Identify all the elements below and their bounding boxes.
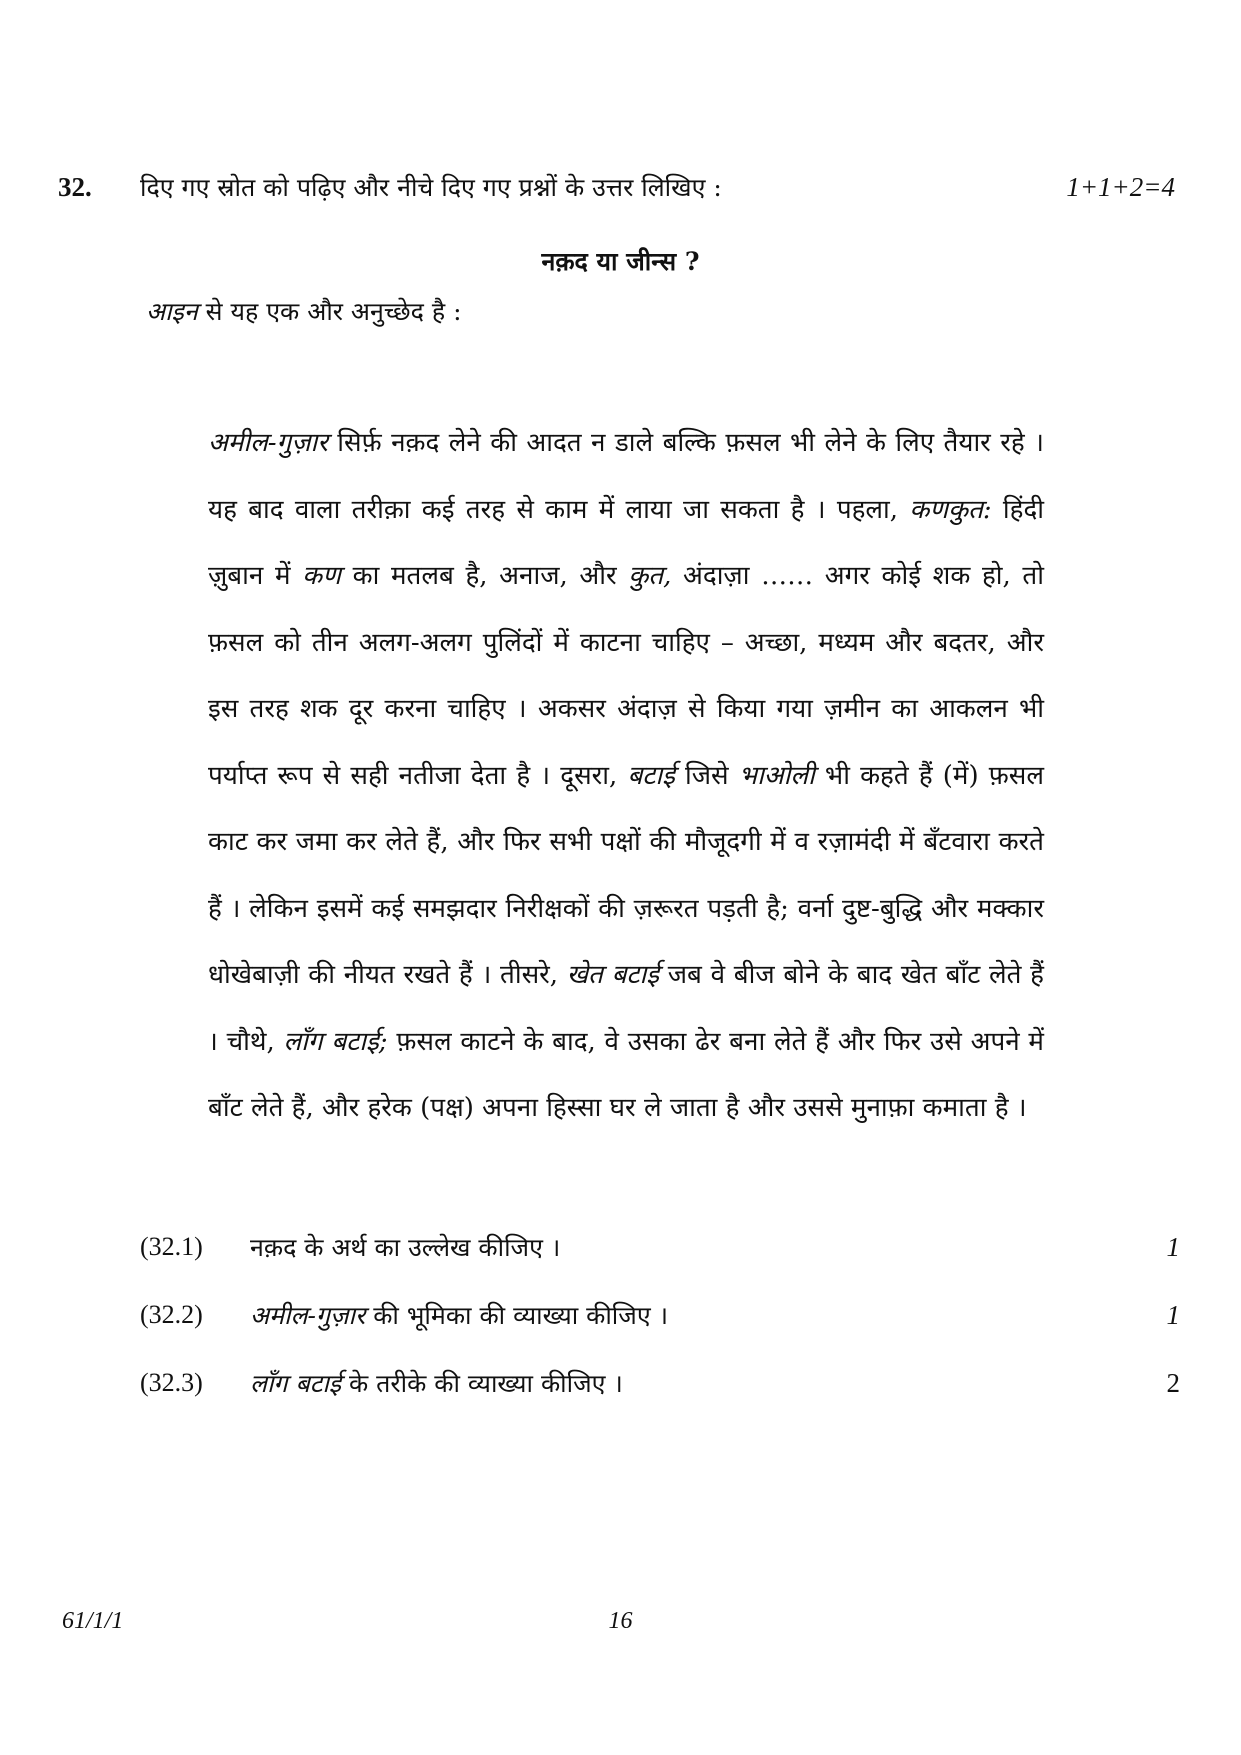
subquestion-marks: 1 [1166,1300,1180,1330]
source-intro-text: से यह एक और अनुच्छेद है : [197,297,462,326]
subquestion-text [250,1230,560,1264]
source-intro [146,294,462,328]
passage-text: का मतलब है, अनाज, और [340,561,629,591]
passage-italic-term: कण [302,561,341,591]
subquestion-number: (32.3) [140,1368,203,1397]
question-instruction: दिए गए स्रोत को पढ़िए और नीचे दिए गए प्रश्नों के उत्तर लिखिए : [140,173,722,202]
subquestion-32-2 [140,1298,1180,1338]
passage-italic-term: बटाई [627,760,675,791]
subquestion-body: के तरीके की व्याख्या कीजिए । [341,1369,623,1398]
subquestion-text [250,1298,668,1332]
passage-italic-term: भाओली [738,760,815,791]
subquestion-italic-term: अमील-गुज़ार [250,1301,366,1330]
source-title: नक़द या जीन्स ? [541,247,700,276]
subquestion-body: नक़द के अर्थ का उल्लेख कीजिए । [250,1233,561,1262]
passage-italic-term: खेत बटाई [566,960,660,990]
subquestion-italic-term: लाँग बटाई [250,1369,342,1398]
subquestion-marks: 1 [1166,1232,1180,1262]
passage-text: जब वे बीज बोने के बाद खेत बाँट लेते हैं । चौथे, [208,960,1044,1057]
source-passage [208,410,1045,1123]
subquestion-32-3 [140,1366,1180,1406]
subquestion-number: (32.1) [140,1232,203,1261]
passage-italic-term: कुत, [628,561,672,591]
page-number: 16 [608,1608,633,1634]
passage-italic-term: कणकुत: [909,494,992,525]
passage-text: भी कहते हैं (में) फ़सल काट कर जमा कर लेते हैं, और फिर सभी पक्षों की मौजूदगी में व रज़ामंदी में बँटवारा करते हैं । लेकिन इसमें कई समझदार निरीक्षकों की ज़रूरत पड़ती है; वर्ना दुष्ट-बुद्धि और मक्कार धोखेबाज़ी की नीयत रखते हैं । तीसरे, [208,760,1045,990]
subquestion-text [250,1366,623,1400]
passage-italic-term: अमील-गुज़ार [208,428,328,458]
paper-code: 61/1/1 [62,1608,124,1634]
passage-text: अंदाज़ा …… अगर कोई शक हो, तो फ़सल को तीन अलग-अलग पुलिंदों में काटना चाहिए – अच्छा, मध्यम और बदतर, और इस तरह शक दूर करना चाहिए । अकसर अंदाज़ से किया गया ज़मीन का आकलन भी पर्याप्त रूप से सही नतीजा देता है । दूसरा, [208,561,1044,791]
subquestion-32-1 [140,1230,1180,1270]
passage-text: सिर्फ़ नक़द लेने की आदत न डाले बल्कि फ़सल भी लेने के लिए तैयार रहे । यह बाद वाला तरीक़ा कई तरह से काम में लाया जा सकता है । पहला, [208,428,1044,525]
passage-text: हिंदी ज़ुबान में [208,494,1044,591]
subquestion-number: (32.2) [140,1300,203,1329]
subquestion-marks: 2 [1166,1368,1180,1398]
question-marks: 1+1+2=4 [1066,172,1175,202]
passage-text: जिसे [674,760,739,791]
source-intro-italic: आइन [146,297,198,326]
passage-italic-term: लाँग बटाई; [283,1026,388,1057]
passage-text: फ़सल काटने के बाद, वे उसका ढेर बना लेते हैं और फिर उसे अपने में बाँट लेते हैं, और हरेक (पक्ष) अपना हिस्सा घर ले जाता है और उससे मुनाफ़ा कमाता है । [208,1026,1044,1123]
subquestion-body: की भूमिका की व्याख्या कीजिए । [365,1301,669,1330]
question-number: 32. [58,172,92,202]
